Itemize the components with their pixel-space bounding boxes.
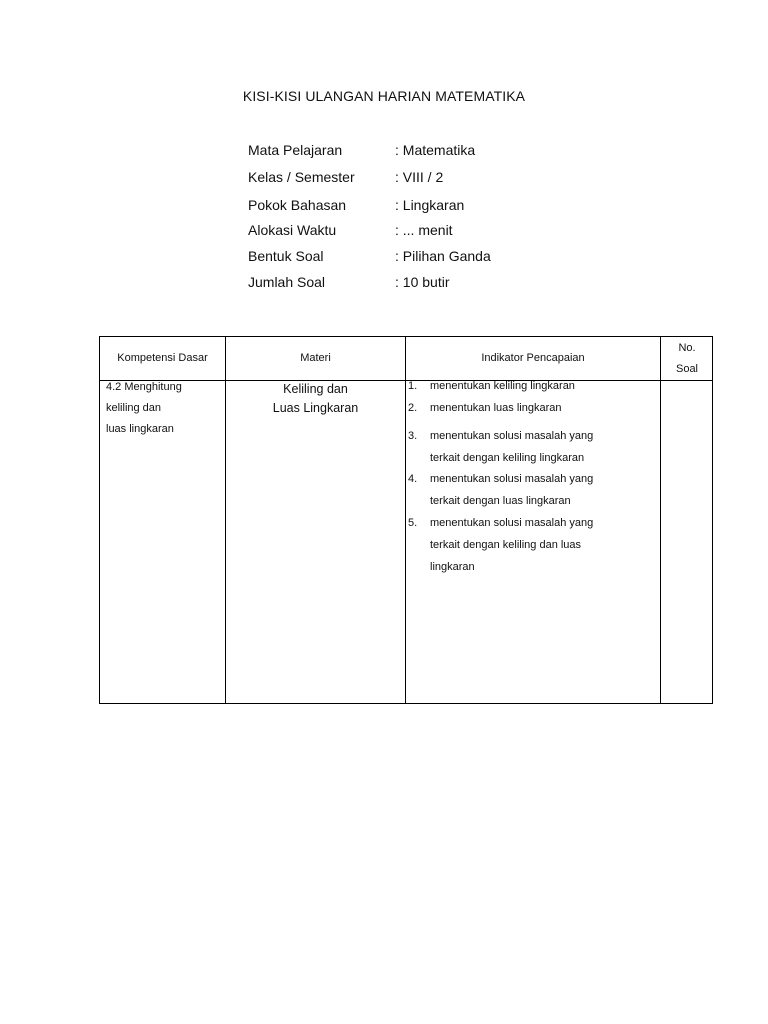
document-title: KISI-KISI ULANGAN HARIAN MATEMATIKA bbox=[242, 88, 526, 104]
header-no-soal-line1: No. bbox=[678, 341, 696, 354]
indikator-text bbox=[430, 468, 630, 512]
indikator-line: menentukan keliling lingkaran bbox=[430, 380, 575, 392]
indikator-number: 3. bbox=[408, 430, 418, 442]
kompetensi-line: 4.2 Menghitung bbox=[106, 381, 182, 393]
header-no-soal bbox=[661, 337, 713, 380]
indikator-line: lingkaran bbox=[430, 561, 475, 573]
indikator-number: 5. bbox=[408, 517, 418, 529]
info-value: : Lingkaran bbox=[395, 197, 465, 213]
indikator-line: terkait dengan keliling dan luas bbox=[430, 539, 582, 551]
info-value: : VIII / 2 bbox=[395, 169, 444, 185]
indikator-line: terkait dengan keliling lingkaran bbox=[430, 452, 585, 464]
indikator-number: 4. bbox=[408, 473, 418, 485]
materi-line: Keliling dan bbox=[283, 382, 348, 396]
info-label: Alokasi Waktu bbox=[248, 222, 337, 238]
info-label: Mata Pelajaran bbox=[248, 142, 343, 158]
indikator-text bbox=[430, 375, 630, 397]
indikator-number: 2. bbox=[408, 402, 418, 414]
info-value: : Matematika bbox=[395, 142, 476, 158]
info-value: : 10 butir bbox=[395, 274, 450, 290]
header-no-soal-line2: Soal bbox=[675, 362, 699, 375]
materi-line: Luas Lingkaran bbox=[272, 401, 359, 415]
indikator-line: menentukan solusi masalah yang bbox=[430, 517, 594, 529]
header-indikator-pencapaian: Indikator Pencapaian bbox=[481, 352, 585, 364]
kisi-kisi-table bbox=[99, 336, 713, 704]
kompetensi-line: luas lingkaran bbox=[106, 423, 174, 435]
info-label: Bentuk Soal bbox=[248, 248, 324, 264]
indikator-line: menentukan luas lingkaran bbox=[430, 402, 562, 414]
kompetensi-line: keliling dan bbox=[106, 402, 162, 414]
info-label: Jumlah Soal bbox=[248, 274, 326, 290]
indikator-text bbox=[430, 512, 630, 578]
info-value: : ... menit bbox=[395, 222, 453, 238]
column-divider bbox=[405, 337, 406, 703]
indikator-text bbox=[430, 425, 630, 469]
indikator-line: terkait dengan luas lingkaran bbox=[430, 495, 571, 507]
indikator-number: 1. bbox=[408, 380, 418, 392]
column-divider bbox=[660, 337, 661, 703]
indikator-line: menentukan solusi masalah yang bbox=[430, 473, 594, 485]
info-label: Pokok Bahasan bbox=[248, 197, 347, 213]
info-label: Kelas / Semester bbox=[248, 169, 355, 185]
cell-kompetensi-dasar bbox=[106, 377, 224, 440]
header-materi: Materi bbox=[300, 352, 331, 364]
info-value: : Pilihan Ganda bbox=[395, 248, 491, 264]
indikator-line: menentukan solusi masalah yang bbox=[430, 430, 594, 442]
header-kompetensi-dasar: Kompetensi Dasar bbox=[117, 352, 208, 364]
cell-materi bbox=[226, 380, 405, 418]
indikator-text bbox=[430, 397, 630, 419]
